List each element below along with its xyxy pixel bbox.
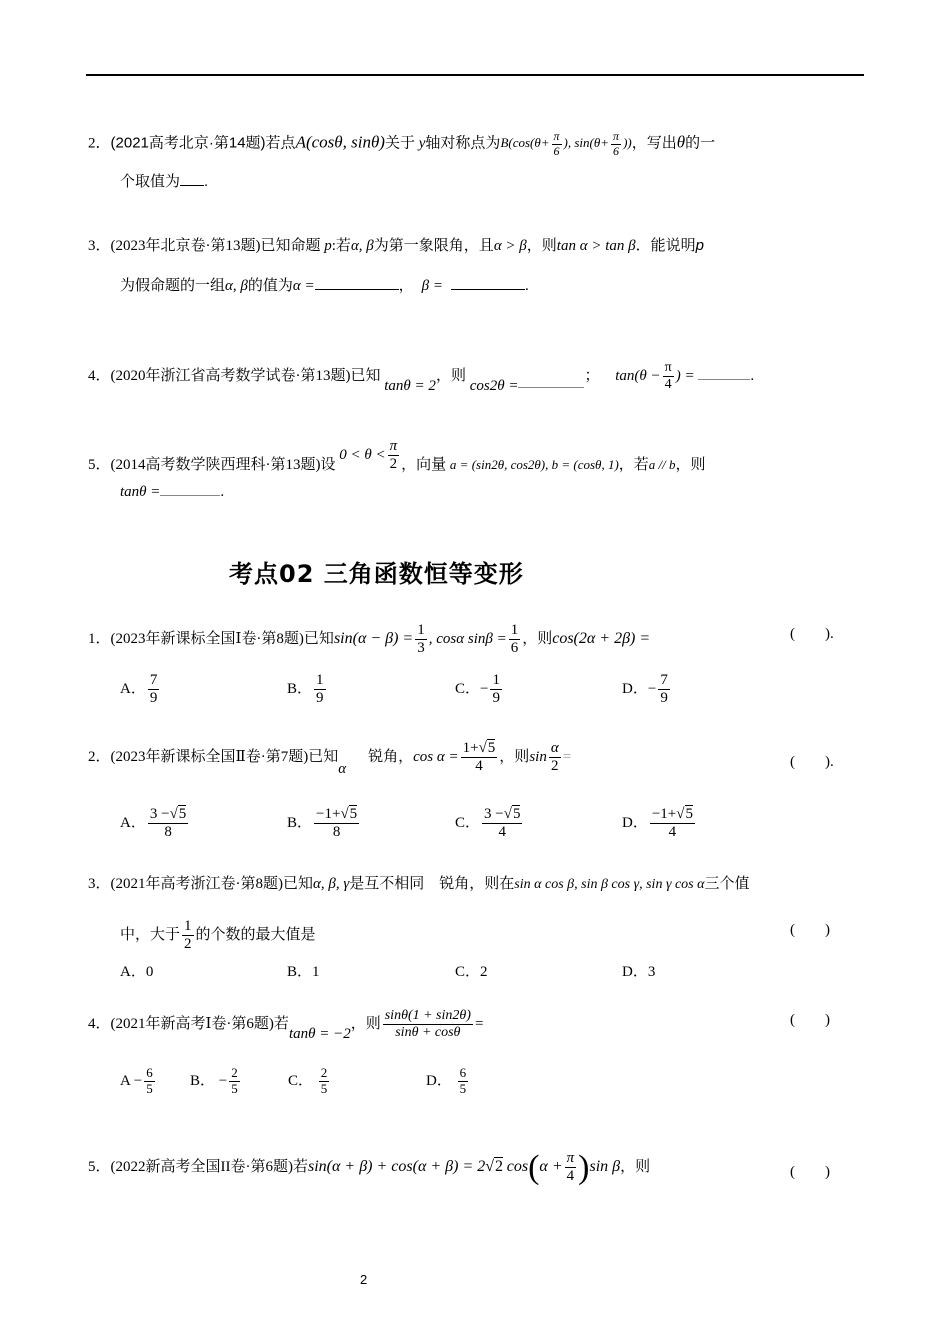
text: 轴对称点为: [425, 134, 501, 152]
p2-q4-choice-a[interactable]: A − $\frac{6}{5}$: [120, 1065, 153, 1096]
question-number: 2．: [88, 135, 111, 152]
question-5-line-2: tanθ = .: [120, 484, 225, 500]
p2-q3-choice-b[interactable]: B．1: [287, 964, 320, 980]
p2-q1-choice-a[interactable]: A． $\frac{7}{9}$: [120, 672, 158, 707]
p2-q1-paren: ( ).: [790, 626, 834, 642]
p2-q1-choice-b[interactable]: B． $\frac{1}{9}$: [287, 672, 324, 707]
p2-q4-choice-d[interactable]: D． $\frac{6}{5}$: [426, 1065, 467, 1096]
cos-blank[interactable]: [518, 387, 584, 388]
p2-q2-choice-d[interactable]: D． $\frac{-1+√5}{4}$: [622, 806, 693, 841]
tan-blank[interactable]: [698, 379, 750, 380]
p2-question-2-line: 2．(2023年新课标全国Ⅱ卷·第7题)已知α锐角，cos α = $\frac{1+√5}{4}$ ，则sin $\frac{\alpha}{2}$ =: [88, 740, 572, 778]
p2-q2-paren: ( ).: [790, 754, 834, 770]
p2-q2-choice-a[interactable]: A． $\frac{3 -√5}{8}$: [120, 806, 187, 841]
p2-question-3-line-1: 3．(2021年高考浙江卷·第8题)已知α, β, γ是互不相同 锐角，则在sin α cos β, sin β cos γ, sin γ cos α三个值: [88, 876, 750, 892]
question-2-line-2: 个取值为 .: [120, 173, 209, 190]
beta-blank[interactable]: [451, 289, 525, 290]
question-3-line-1: 3．(2023年北京卷·第13题)已知命题 p:若α, β为第一象限角，且α > β，则tan α > tan β．能说明p: [88, 237, 704, 254]
p2-q1-choice-c[interactable]: C．− $\frac{1}{9}$: [455, 672, 500, 707]
top-rule: [86, 74, 864, 76]
p2-q3-paren: ( ): [790, 922, 830, 938]
p2-q3-choice-a[interactable]: A．0: [120, 964, 154, 980]
text: ，写出: [631, 134, 677, 152]
question-4-line: 4．(2020年浙江省高考数学试卷·第13题)已知 tanθ = 2，则 cos2θ =； tan(θ − $\frac{\pi}{4}$ ) = .: [88, 360, 755, 395]
p2-q2-choice-b[interactable]: B． $\frac{-1+√5}{8}$: [287, 806, 358, 841]
p2-q4-paren: ( ): [790, 1012, 830, 1028]
text: 个取值为: [120, 173, 181, 190]
text: 关于: [384, 134, 415, 152]
p2-q3-choice-c[interactable]: C．2: [455, 964, 488, 980]
p2-q3-choice-d[interactable]: D．3: [622, 964, 656, 980]
p2-question-1-line: 1．(2023年新课标全国Ⅰ卷·第8题)已知sin(α − β) = $\frac{1}{3}$ , cosα sinβ = $\frac{1}{6}$ ，则cos(2α + 2β) =: [88, 622, 651, 657]
p2-q4-choice-b[interactable]: B． − $\frac{2}{5}$: [190, 1065, 238, 1096]
p2-q4-choice-c[interactable]: C． $\frac{2}{5}$: [288, 1065, 328, 1096]
answer-blank[interactable]: [180, 185, 204, 186]
text: 的一: [685, 134, 716, 152]
section-heading: 考点02 三角函数恒等变形: [229, 560, 524, 588]
p2-question-3-line-2: 中，大于 $\frac{1}{2}$ 的个数的最大值是: [120, 918, 316, 953]
point-a: A(cosθ, sinθ): [295, 132, 385, 152]
axis-label: y: [418, 135, 426, 152]
p2-q1-choice-d[interactable]: D．− $\frac{7}{9}$: [622, 672, 668, 707]
answer-blank[interactable]: [160, 495, 220, 496]
page-number: 2: [360, 1272, 368, 1287]
question-2-line-1: [88, 130, 715, 159]
question-source: (2021高考北京·第14题)若点: [110, 134, 296, 152]
question-5-line-1: 5．(2014高考数学陕西理科·第13题)设 0 < θ < $\frac{\pi}{2}$ ，向量 a = (sin2θ, cos2θ), b = (cosθ, 1)，若a // b，则: [88, 438, 706, 474]
p2-q5-paren: ( ): [790, 1164, 830, 1180]
point-b: B(cos(θ+ $\frac{\pi}{6}$ ), sin(θ+ $\frac{\pi}{6}$ )): [500, 129, 632, 158]
p2-question-5-line: 5．(2022新高考全国II卷·第6题)若sin(α + β) + cos(α + β) = 2√2 cos(α + $\frac{\pi}{4}$ )sin β，则: [88, 1148, 651, 1186]
p2-q2-choice-c[interactable]: C． $\frac{3 -√5}{4}$: [455, 806, 521, 841]
p2-question-4-line: 4．(2021年新高考Ⅰ卷·第6题)若tanθ = −2，则 $\frac{\sin\theta(1 + \sin 2\theta)}{\sin\theta + \cos\theta}$ =: [88, 1008, 484, 1043]
alpha-blank[interactable]: [315, 289, 399, 290]
question-3-line-2: 为假命题的一组α, β的值为α = ， β = .: [120, 278, 529, 294]
theta-symbol: θ: [676, 132, 686, 152]
